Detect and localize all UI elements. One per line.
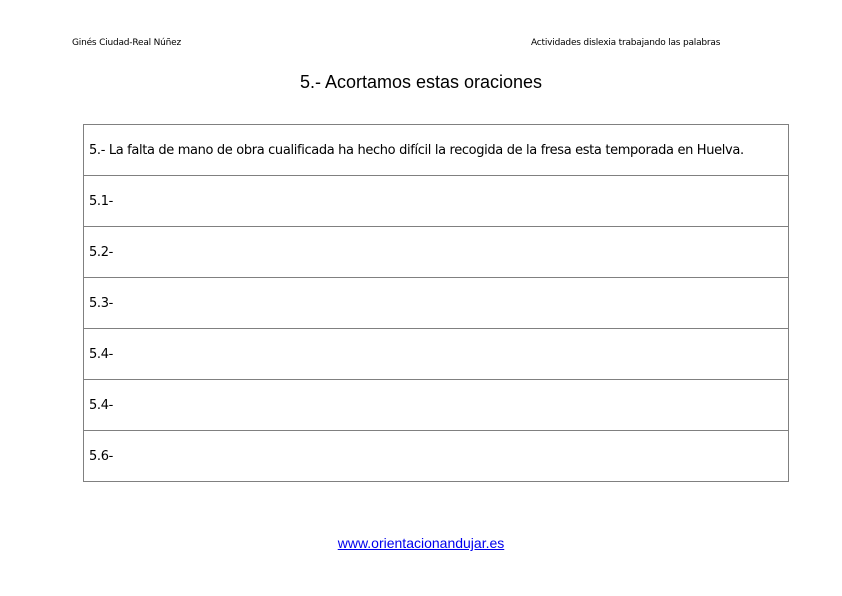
table-row — [84, 380, 789, 431]
table-row — [84, 329, 789, 380]
table-row — [84, 227, 789, 278]
answer-cell[interactable]: 5.4- — [84, 380, 789, 431]
exercise-table — [83, 124, 789, 482]
website-link[interactable]: www.orientacionandujar.es — [337, 535, 505, 551]
answer-cell[interactable]: 5.2- — [84, 227, 789, 278]
answer-cell[interactable]: 5.4- — [84, 329, 789, 380]
table-row — [84, 176, 789, 227]
table-row — [84, 125, 789, 176]
sentence-cell: 5.- La falta de mano de obra cualificada ha hecho difícil la recogida de la fresa esta temporada en Huelva. — [84, 125, 789, 176]
table-row — [84, 431, 789, 482]
answer-cell[interactable]: 5.3- — [84, 278, 789, 329]
footer — [0, 535, 842, 551]
page-title: 5.- Acortamos estas oraciones — [299, 72, 543, 92]
header-subject: Actividades dislexia trabajando las palabras — [531, 38, 721, 48]
header-author: Ginés Ciudad-Real Núñez — [72, 38, 182, 48]
answer-cell[interactable]: 5.1- — [84, 176, 789, 227]
table-row — [84, 278, 789, 329]
answer-cell[interactable]: 5.6- — [84, 431, 789, 482]
